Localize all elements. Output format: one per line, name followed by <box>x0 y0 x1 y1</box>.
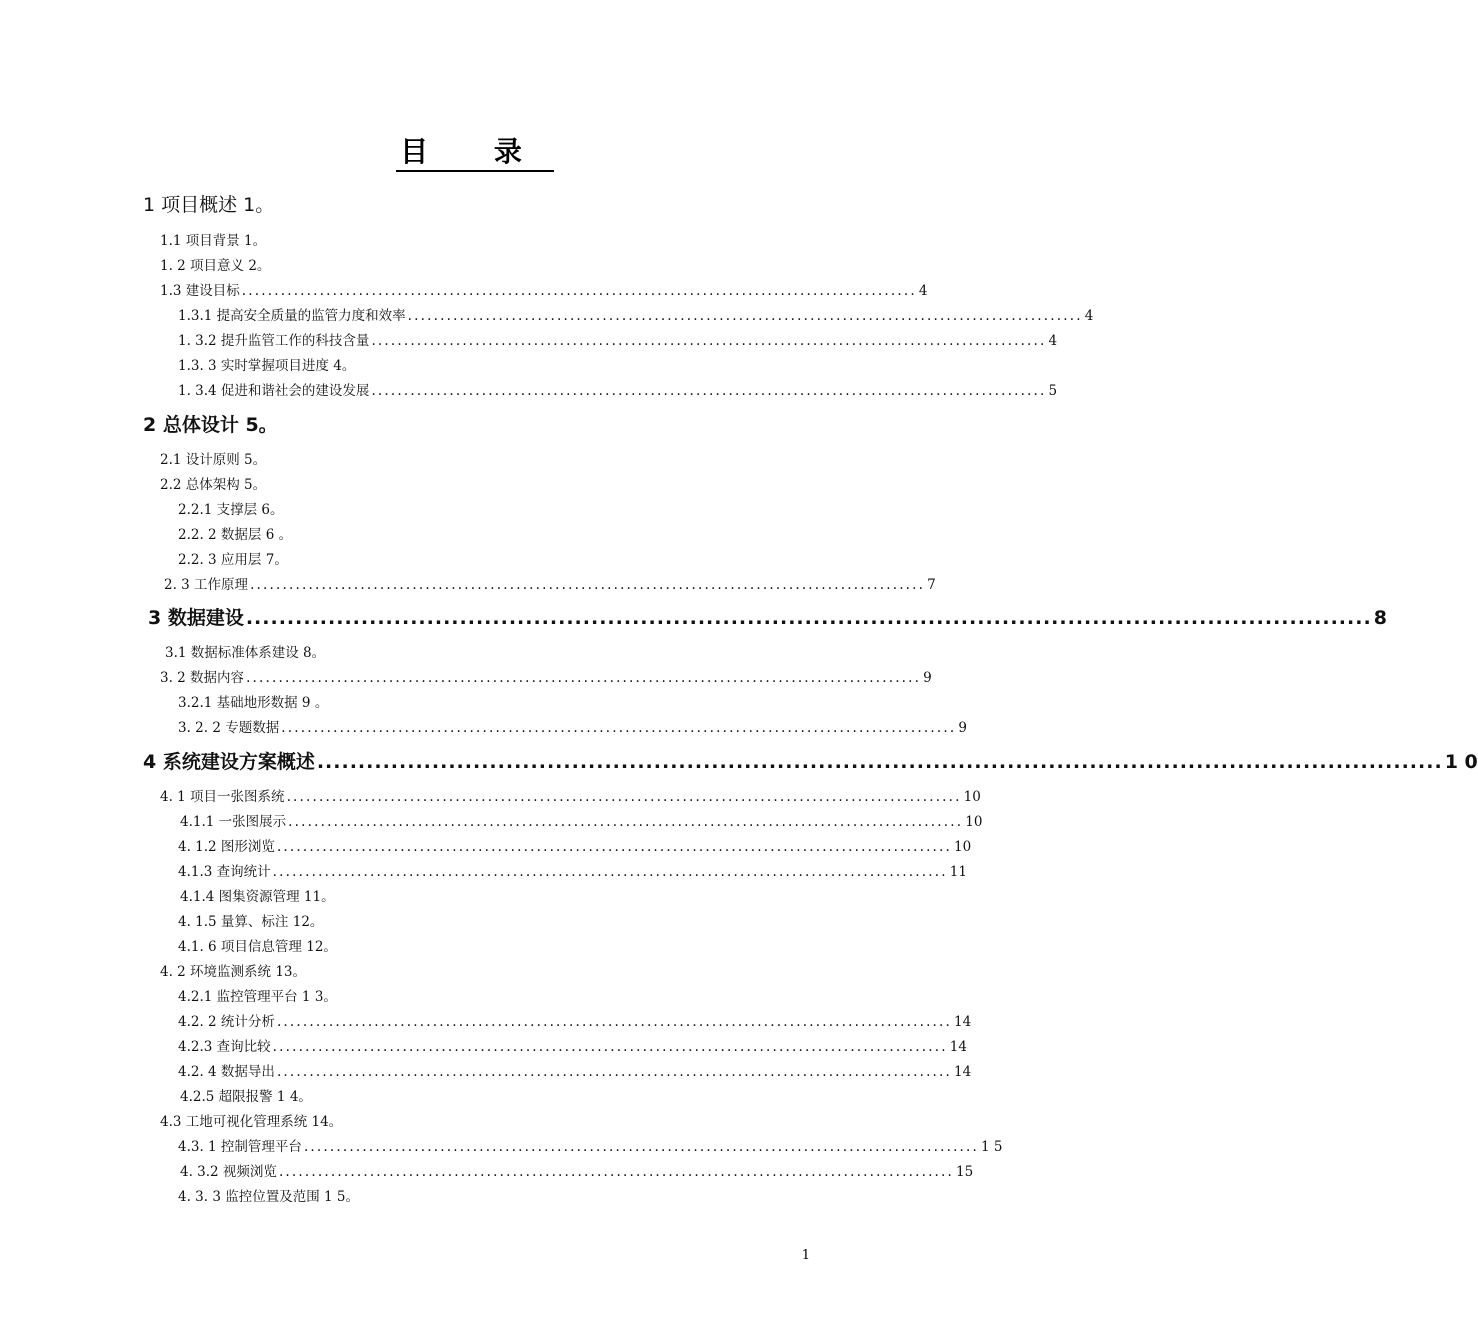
leader-dots: ........................................................................................................ <box>371 333 1047 349</box>
toc-entry[interactable]: 3. 2 数据内容 ........................................................................................................ 9 <box>160 670 932 686</box>
toc-entry[interactable]: 3 数据建设 ......................................................................................................................................... 8 <box>148 607 1387 629</box>
leader-dots: ........................................................................................................ <box>288 814 964 830</box>
leader-dots: ........................................................................................................ <box>276 1064 953 1080</box>
leader-dots: ........................................................................................................ <box>250 577 926 593</box>
toc-entry[interactable]: 4. 3.2 视频浏览 ........................................................................................................ 15 <box>180 1164 974 1180</box>
leader-dots: ........................................................................................................ <box>371 383 1047 399</box>
page-number: 1 <box>801 1248 810 1263</box>
toc-entry[interactable]: 4.1.1 一张图展示 ........................................................................................................ 10 <box>180 814 983 830</box>
toc-entry[interactable]: 2.2 总体架构 5。 <box>160 477 267 493</box>
leader-dots: ........................................................................................................ <box>246 670 922 686</box>
leader-dots: ........................................................................................................ <box>407 308 1083 324</box>
leader-dots: ......................................................................................................................................... <box>245 607 1372 629</box>
toc-entry[interactable]: 4. 3. 3 监控位置及范围 1 5。 <box>178 1189 359 1205</box>
leader-dots: ......................................................................................................................................... <box>316 751 1443 773</box>
toc-entry[interactable]: 4. 2 环境监测系统 13。 <box>160 964 307 980</box>
toc-entry[interactable]: 1.3.1 提高安全质量的监管力度和效率 ........................................................................................................ 4 <box>178 308 1094 324</box>
toc-entry[interactable]: 2.2.1 支撑层 6。 <box>178 502 284 518</box>
leader-dots: ........................................................................................................ <box>272 864 948 880</box>
toc-entry[interactable]: 4. 1.2 图形浏览 ........................................................................................................ 10 <box>178 839 972 855</box>
toc-entry[interactable]: 4.2.5 超限报警 1 4。 <box>180 1089 312 1105</box>
toc-entry[interactable]: 1.1 项目背景 1。 <box>160 233 267 249</box>
toc-entry[interactable]: 4.2.1 监控管理平台 1 3。 <box>178 989 337 1005</box>
toc-entry[interactable]: 4.2.3 查询比较 ........................................................................................................ 14 <box>178 1039 967 1055</box>
leader-dots: ........................................................................................................ <box>241 283 917 299</box>
toc-entry[interactable]: 1 项目概述 1。 <box>143 194 275 216</box>
toc-entry[interactable]: 1.3 建设目标 ........................................................................................................ 4 <box>160 283 928 299</box>
toc-entry[interactable]: 3.1 数据标准体系建设 8。 <box>165 645 326 661</box>
toc-entry[interactable]: 4.3 工地可视化管理系统 14。 <box>160 1114 343 1130</box>
leader-dots: ........................................................................................................ <box>286 789 962 805</box>
toc-entry[interactable]: 1. 2 项目意义 2。 <box>160 258 271 274</box>
leader-dots: ........................................................................................................ <box>278 1164 955 1180</box>
toc-entry[interactable]: 1. 3.2 提升监管工作的科技含量 ........................................................................................................ 4 <box>178 333 1058 349</box>
toc-entry[interactable]: 4. 1 项目一张图系统 ........................................................................................................ 10 <box>160 789 981 805</box>
toc-entry[interactable]: 3. 2. 2 专题数据 ........................................................................................................ 9 <box>178 720 967 736</box>
toc-entry[interactable]: 2. 3 工作原理 ........................................................................................................ 7 <box>164 577 936 593</box>
leader-dots: ........................................................................................................ <box>303 1139 980 1155</box>
toc-entry[interactable]: 4.1.4 图集资源管理 11。 <box>180 889 335 905</box>
toc-entry[interactable]: 4 系统建设方案概述 ......................................................................................................................................... 1 0 <box>143 751 1478 773</box>
toc-entry[interactable]: 4.3. 1 控制管理平台 ........................................................................................................ 1 5 <box>178 1139 1003 1155</box>
toc-entry[interactable]: 3.2.1 基础地形数据 9 。 <box>178 695 329 711</box>
leader-dots: ........................................................................................................ <box>281 720 957 736</box>
toc-entry[interactable]: 4.2. 4 数据导出 ........................................................................................................ 14 <box>178 1064 972 1080</box>
toc-entry[interactable]: 1.3. 3 实时掌握项目进度 4。 <box>178 358 356 374</box>
toc-entry[interactable]: 4.2. 2 统计分析 ........................................................................................................ 14 <box>178 1014 972 1030</box>
toc-entry[interactable]: 2.2. 3 应用层 7。 <box>178 552 288 568</box>
toc-entry[interactable]: 4. 1.5 量算、标注 12。 <box>178 914 324 930</box>
toc-entry[interactable]: 2.2. 2 数据层 6 。 <box>178 527 293 543</box>
leader-dots: ........................................................................................................ <box>276 1014 953 1030</box>
toc-entry[interactable]: 2.1 设计原则 5。 <box>160 452 267 468</box>
leader-dots: ........................................................................................................ <box>276 839 953 855</box>
toc-entry[interactable]: 4.1.3 查询统计 ........................................................................................................ 11 <box>178 864 967 880</box>
leader-dots: ........................................................................................................ <box>272 1039 948 1055</box>
toc-entry[interactable]: 4.1. 6 项目信息管理 12。 <box>178 939 337 955</box>
toc-title: 目 录 <box>0 130 950 170</box>
toc-entry[interactable]: 1. 3.4 促进和谐社会的建设发展 ........................................................................................................ 5 <box>178 383 1058 399</box>
toc-entry[interactable]: 2 总体设计 5。 <box>143 414 278 436</box>
